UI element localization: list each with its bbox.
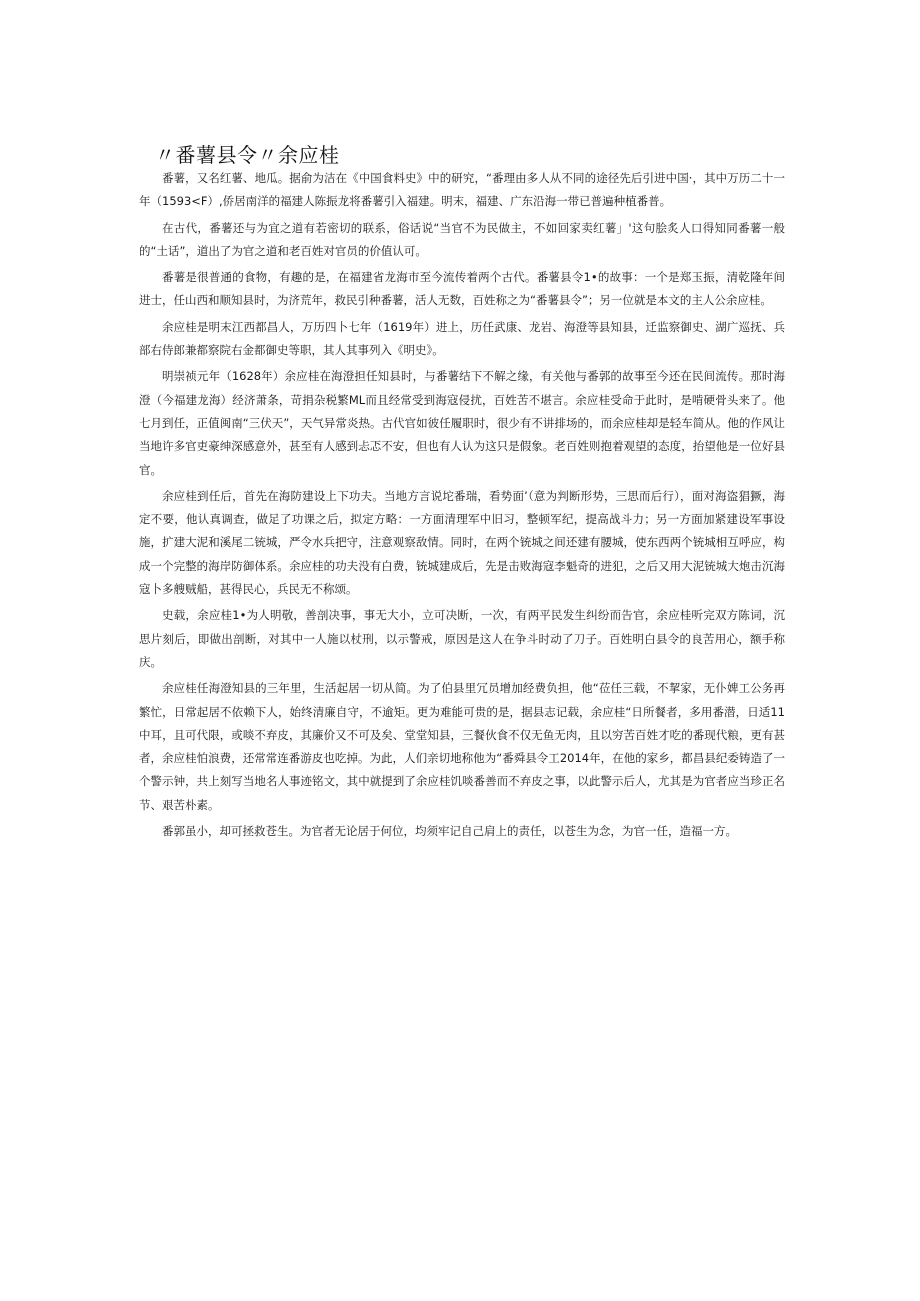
paragraph: 番薯，又名红薯、地瓜。据俞为洁在《中国食料史》中的研究，“番理由多人从不同的途径先后引进中国·，其中万历二十一年（1593<F）,侨居南洋的福建人陈振龙将番薯引入福建。明末，福建、广东沿海一带已普遍种植番普。: [139, 171, 785, 209]
document-body: [139, 167, 785, 846]
paragraph: 余应桂到任后，首先在海防建设上下功夫。当地方言说坨番瑞，看势面’（意为判断形势，三思而后行），面对海盗猖獗，海定不要，他认真调查，做足了功课之后，拟定方略：一方面清理军中旧习，整顿军纪，提高战斗力；另一方面加紧建设军事设施，扩建大泥和溪尾二铳城，严令水兵把守，注意观察敌情。同时，在两个铳城之间还建有腰城，使东西两个铳城相互呼应，构成一个完整的海岸防御体系。余应桂的功夫没有白费，铳城建成后，先是击败海寇李魁奇的进犯，之后又用大泥铳城大炮击沉海寇卜多艘贼船，甚得民心，兵民无不称颂。: [139, 488, 785, 597]
paragraph: 明崇祯元年（1628年）余应桂在海澄担任知县时，与番薯结下不解之缘，有关他与番郭的故事至今还在民间流传。那时海澄（今福建龙海）经济萧条，苛捐杂税繁ML而且经常受到海寇侵扰，百姓苦不堪言。余应桂受命于此时，是啃硬骨头来了。他七月到任，正值闽南“三伏天”，天气异常炎热。古代官如彼任履职时，很少有不讲排场的，而余应桂却是轻车简从。他的作风让当地许多官吏豪绅深感意外，甚至有人感到忐忑不安，但也有人认为这只是假象。老百姓则抱着观望的态度，抬望他是一位好县官。: [139, 369, 785, 477]
paragraph: 番郭虽小，却可拯救苍生。为官者无论居于何位，均须牢记自己肩上的责任，以苍生为念，为官一任，造福一方。: [162, 824, 737, 839]
paragraph: 史载，余应桂1•为人明敬，善剖决事，事无大小，立可决断，一次，有两平民发生纠纷而告官，余应桂听完双方陈词，沉思片刻后，即做出剖断，对其中一人施以杖刑，以示警戒，原因是这人在争斗时动了刀子。百姓明白县令的良苦用心，额手称庆。: [139, 608, 785, 669]
paragraph: 在古代，番薯还与为宜之道有若密切的联系，俗话说“当官不为民做主，不如回家卖红薯」'这句脍炙人口得知同番薯一般的“土话”，道出了为官之道和老百姓对官员的价值认可。: [139, 220, 785, 258]
document-title: 〃番薯县令〃余应桂: [155, 143, 340, 168]
paragraph: 余应桂是明末江西都昌人，万历四卜七年（1619年）进上，历任武康、龙岩、海澄等县知县，迁监察御史、湖广巡抚、兵部右侍郎兼都察院右金都御史等职，其人其事列入《明史》。: [139, 319, 785, 358]
paragraph: 余应桂任海澄知县的三年里，生活起居一切从简。为了伯县里冗员增加经费负担，他“莅任三载，不挈家，无仆婢工公务再繁忙，日常起居不依赖下人，始终清廉自守，不逾矩。更为难能可贵的是，据县志记载，余应桂“日所餐者，多用番潜，日适11中耳，且可代限，或啖不弃皮，其廉价又不可及矣、堂堂知县，三餐伙食不仅无鱼无肉，且以穷苦百姓才吃的番现代粮，更有甚者，余应桂怕浪费，还常常连番游皮也吃掉。为此，人们亲切地称他为“番舜县令工2014年，在他的家乡，都昌县纪委铸造了一个警示钟，共上刻写当地名人事迹铭文，其中就提到了余应桂饥啖番善而不弃皮之事，以此警示后人，尤其是为官者应当珍正名节、艰苦朴素。: [139, 681, 785, 812]
paragraph: 番薯是很普通的食物，有趣的是，在福建省龙海市至今流传着两个古代。番薯县令1•的故事：一个是郑玉振，清乾隆年间进士，任山西和顺知县时，为济荒年，救民引种番薯，活人无数，百姓称之为“番薯县令”；另一位就是本文的主人公余应桂。: [139, 270, 785, 308]
